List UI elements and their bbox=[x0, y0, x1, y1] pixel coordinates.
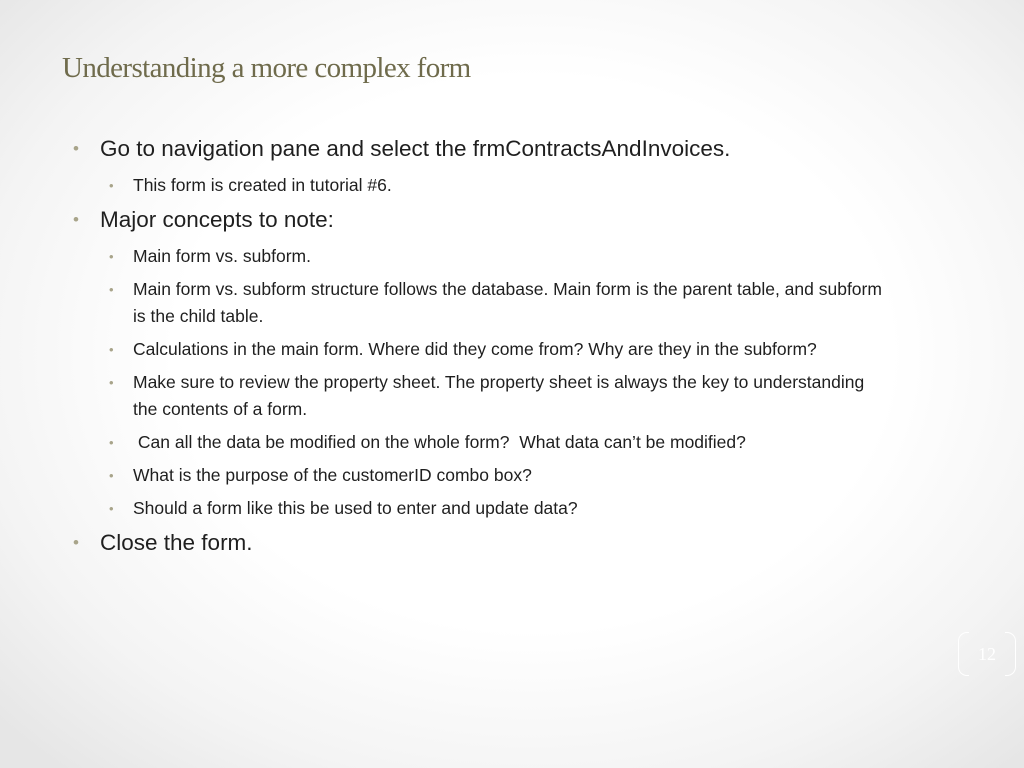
sub-bullet-text: Should a form like this be used to enter and update data? bbox=[133, 498, 578, 518]
sub-bullet-text: Main form vs. subform structure follows the database. Main form is the parent table, and subform is the child table. bbox=[133, 279, 882, 326]
sub-bullet-text: Calculations in the main form. Where did they come from? Why are they in the subform? bbox=[133, 339, 817, 359]
sub-bullet-item bbox=[105, 369, 892, 423]
bullet-text: Close the form. bbox=[100, 530, 253, 555]
bullet-icon: • bbox=[109, 375, 114, 390]
slide-number-badge bbox=[958, 632, 1016, 676]
slide-number: 12 bbox=[978, 644, 996, 664]
sub-bullet-text: Can all the data be modified on the whole form? What data can’t be modified? bbox=[133, 432, 746, 452]
sub-bullet-item bbox=[105, 495, 892, 522]
bullet-icon: • bbox=[109, 342, 114, 357]
bullet-item bbox=[72, 134, 892, 164]
sub-bullet-item bbox=[105, 336, 892, 363]
sub-bullet-item bbox=[105, 243, 892, 270]
slide-title: Understanding a more complex form bbox=[62, 52, 471, 84]
bullet-icon: • bbox=[109, 435, 114, 450]
bullet-icon: • bbox=[109, 501, 114, 516]
bullet-icon: • bbox=[73, 139, 79, 158]
sub-bullet-item bbox=[105, 276, 892, 330]
sub-bullet-list bbox=[72, 243, 892, 522]
bullet-icon: • bbox=[109, 249, 114, 264]
sub-bullet-text: What is the purpose of the customerID combo box? bbox=[133, 465, 532, 485]
bullet-icon: • bbox=[73, 210, 79, 229]
bullet-icon: • bbox=[109, 282, 114, 297]
bullet-icon: • bbox=[73, 533, 79, 552]
bullet-text: Go to navigation pane and select the frmContractsAndInvoices. bbox=[100, 136, 731, 161]
sub-bullet-item bbox=[105, 172, 892, 199]
bullet-icon: • bbox=[109, 468, 114, 483]
sub-bullet-text: Main form vs. subform. bbox=[133, 246, 311, 266]
sub-bullet-item bbox=[105, 429, 892, 456]
bullet-list bbox=[72, 134, 892, 566]
bullet-item bbox=[72, 528, 892, 558]
sub-bullet-list bbox=[72, 172, 892, 199]
bullet-text: Major concepts to note: bbox=[100, 207, 334, 232]
bullet-item bbox=[72, 205, 892, 235]
bullet-icon: • bbox=[109, 178, 114, 193]
sub-bullet-text: This form is created in tutorial #6. bbox=[133, 175, 392, 195]
sub-bullet-item bbox=[105, 462, 892, 489]
sub-bullet-text: Make sure to review the property sheet. The property sheet is always the key to understanding the contents of a form. bbox=[133, 372, 865, 419]
